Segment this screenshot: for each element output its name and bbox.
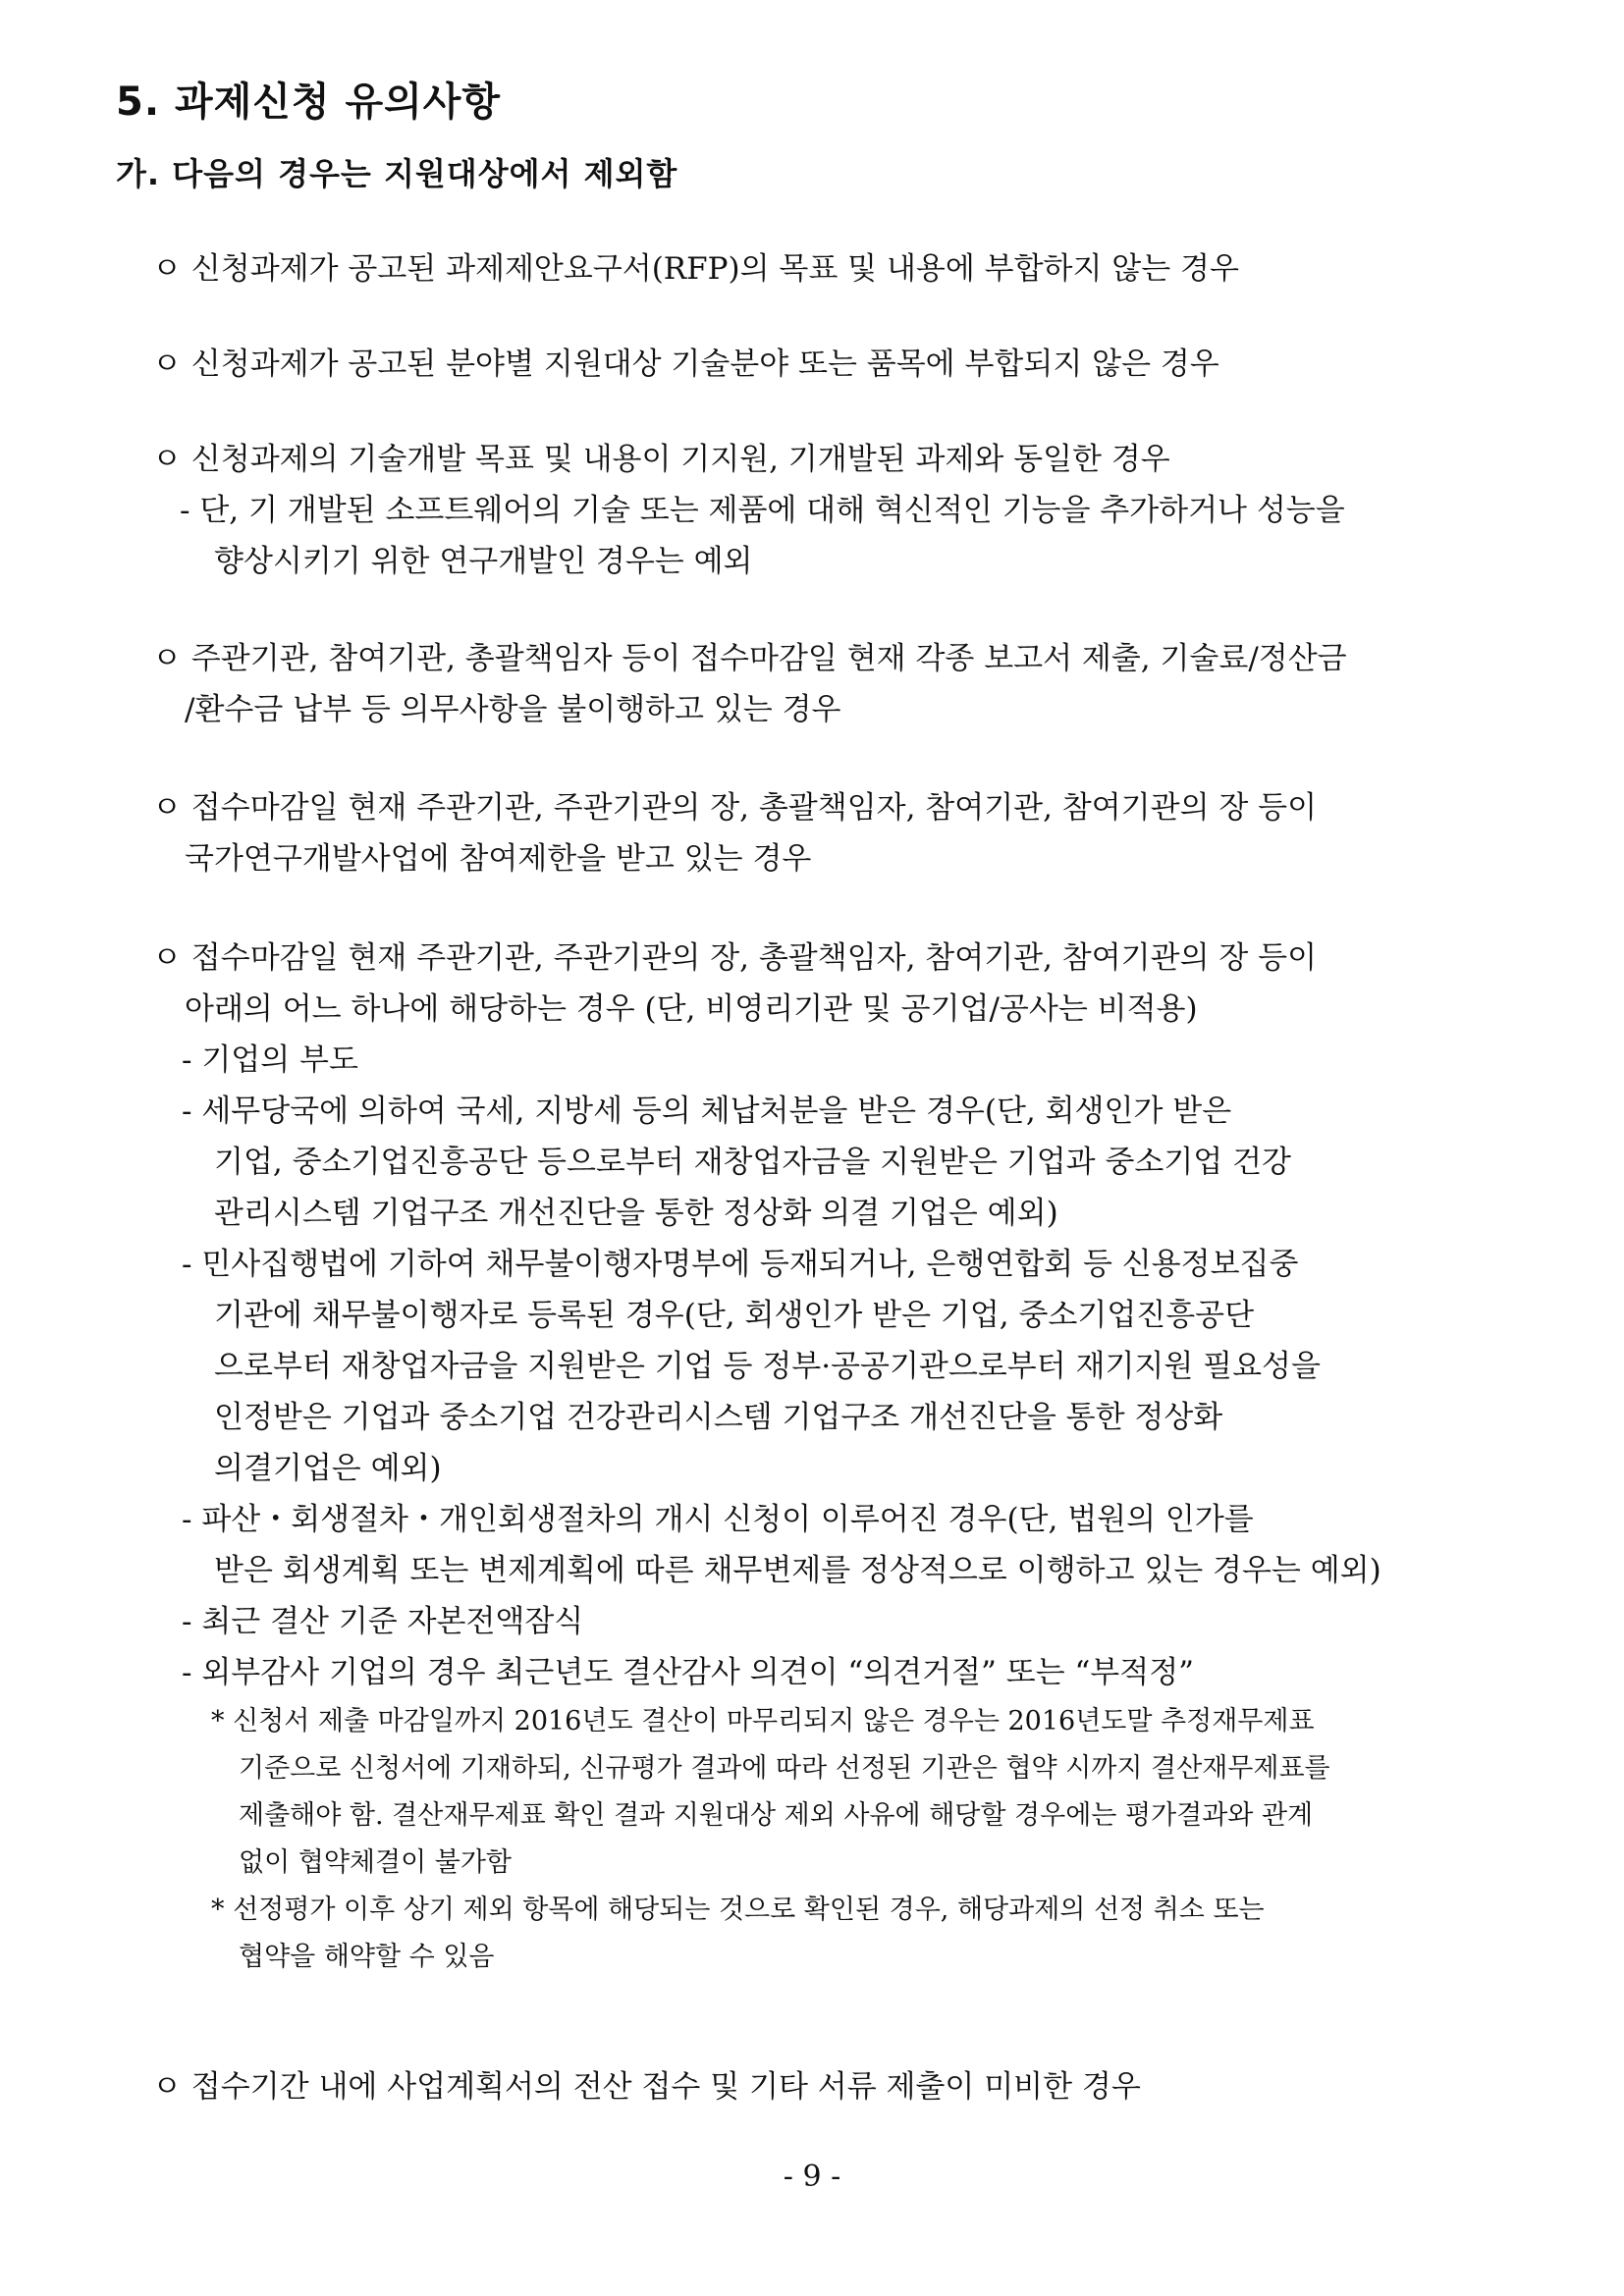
- item-text-continued: 아래의 어느 하나에 해당하는 경우 (단, 비영리기관 및 공기업/공사는 비적용): [185, 991, 1198, 1027]
- item-text: ㅇ 주관기관, 참여기관, 총괄책임자 등이 접수마감일 현재 각종 보고서 제출, 기술료/정산금: [152, 641, 1347, 676]
- item-text-continued: /환수금 납부 등 의무사항을 불이행하고 있는 경우: [185, 692, 841, 727]
- exclusion-item-7: [152, 2061, 1141, 2112]
- exclusion-item-3: [152, 434, 1345, 587]
- item-text: ㅇ 접수마감일 현재 주관기관, 주관기관의 장, 총괄책임자, 참여기관, 참여기관의 장 등이: [152, 940, 1318, 976]
- sub-item: - 외부감사 기업의 경우 최근년도 결산감사 의견이 “의견거절” 또는 “부적정”: [182, 1655, 1194, 1690]
- item-text-continued: 국가연구개발사업에 참여제한을 받고 있는 경우: [185, 841, 812, 877]
- exclusion-item-2: [152, 339, 1219, 390]
- sub-item-continued: 기업, 중소기업진흥공단 등으로부터 재창업자금을 지원받은 기업과 중소기업 건강: [214, 1145, 1291, 1180]
- sub-item-continued: 인정받은 기업과 중소기업 건강관리시스템 기업구조 개선진단을 통한 정상화: [214, 1400, 1223, 1435]
- footnote: * 선정평가 이후 상기 제외 항목에 해당되는 것으로 확인된 경우, 해당과제의 선정 취소 또는: [211, 1895, 1265, 1925]
- sub-item-continued: 의결기업은 예외): [214, 1451, 442, 1486]
- exclusion-item-5: [152, 782, 1317, 884]
- item-note: - 단, 기 개발된 소프트웨어의 기술 또는 제품에 대해 혁신적인 기능을 추가하거나 성능을: [180, 493, 1345, 528]
- footnote-continued: 없이 협약체결이 불가함: [239, 1847, 512, 1878]
- item-text: ㅇ 신청과제의 기술개발 목표 및 내용이 기지원, 기개발된 과제와 동일한 경우: [152, 442, 1170, 477]
- footnote: * 신청서 제출 마감일까지 2016년도 결산이 마무리되지 않은 경우는 2016년도말 추정재무제표: [211, 1706, 1315, 1736]
- item-text: ㅇ 접수마감일 현재 주관기관, 주관기관의 장, 총괄책임자, 참여기관, 참여기관의 장 등이: [152, 790, 1318, 826]
- sub-item: - 기업의 부도: [182, 1042, 358, 1078]
- exclusion-item-4: [152, 633, 1347, 735]
- item-text: ㅇ 신청과제가 공고된 과제제안요구서(RFP)의 목표 및 내용에 부합하지 않는 경우: [152, 251, 1239, 287]
- exclusion-item-6: [152, 933, 1381, 1981]
- footnote-continued: 협약을 해약할 수 있음: [239, 1942, 495, 1972]
- page-number: - 9 -: [783, 2160, 841, 2194]
- sub-item-continued: 기관에 채무불이행자로 등록된 경우(단, 회생인가 받은 기업, 중소기업진흥공단: [214, 1298, 1255, 1333]
- sub-item-continued: 으로부터 재창업자금을 지원받은 기업 등 정부·공공기관으로부터 재기지원 필요성을: [214, 1349, 1321, 1384]
- sub-item-continued: 관리시스템 기업구조 개선진단을 통한 정상화 의결 기업은 예외): [214, 1196, 1058, 1231]
- sub-item: - 민사집행법에 기하여 채무불이행자명부에 등재되거나, 은행연합회 등 신용정보집중: [182, 1247, 1299, 1282]
- sub-item: - 최근 결산 기준 자본전액잠식: [182, 1604, 584, 1639]
- item-note-continued: 향상시키기 위한 연구개발인 경우는 예외: [214, 544, 753, 579]
- exclusion-item-1: [152, 243, 1239, 294]
- section-heading: 5. 과제신청 유의사항: [116, 80, 501, 125]
- footnote-continued: 기준으로 신청서에 기재하되, 신규평가 결과에 따라 선정된 기관은 협약 시까지 결산재무제표를: [239, 1753, 1330, 1784]
- item-text: ㅇ 신청과제가 공고된 분야별 지원대상 기술분야 또는 품목에 부합되지 않은 경우: [152, 347, 1219, 382]
- footnote-continued: 제출해야 함. 결산재무제표 확인 결과 지원대상 제외 사유에 해당할 경우에는 평가결과와 관계: [239, 1800, 1314, 1831]
- item-text: ㅇ 접수기간 내에 사업계획서의 전산 접수 및 기타 서류 제출이 미비한 경우: [152, 2069, 1141, 2105]
- sub-item-continued: 받은 회생계획 또는 변제계획에 따른 채무변제를 정상적으로 이행하고 있는 경우는 예외): [214, 1553, 1381, 1588]
- subsection-heading: 가. 다음의 경우는 지원대상에서 제외함: [116, 155, 678, 192]
- sub-item: - 세무당국에 의하여 국세, 지방세 등의 체납처분을 받은 경우(단, 회생인가 받은: [182, 1094, 1232, 1129]
- sub-item: - 파산・회생절차・개인회생절차의 개시 신청이 이루어진 경우(단, 법원의 인가를: [182, 1502, 1254, 1537]
